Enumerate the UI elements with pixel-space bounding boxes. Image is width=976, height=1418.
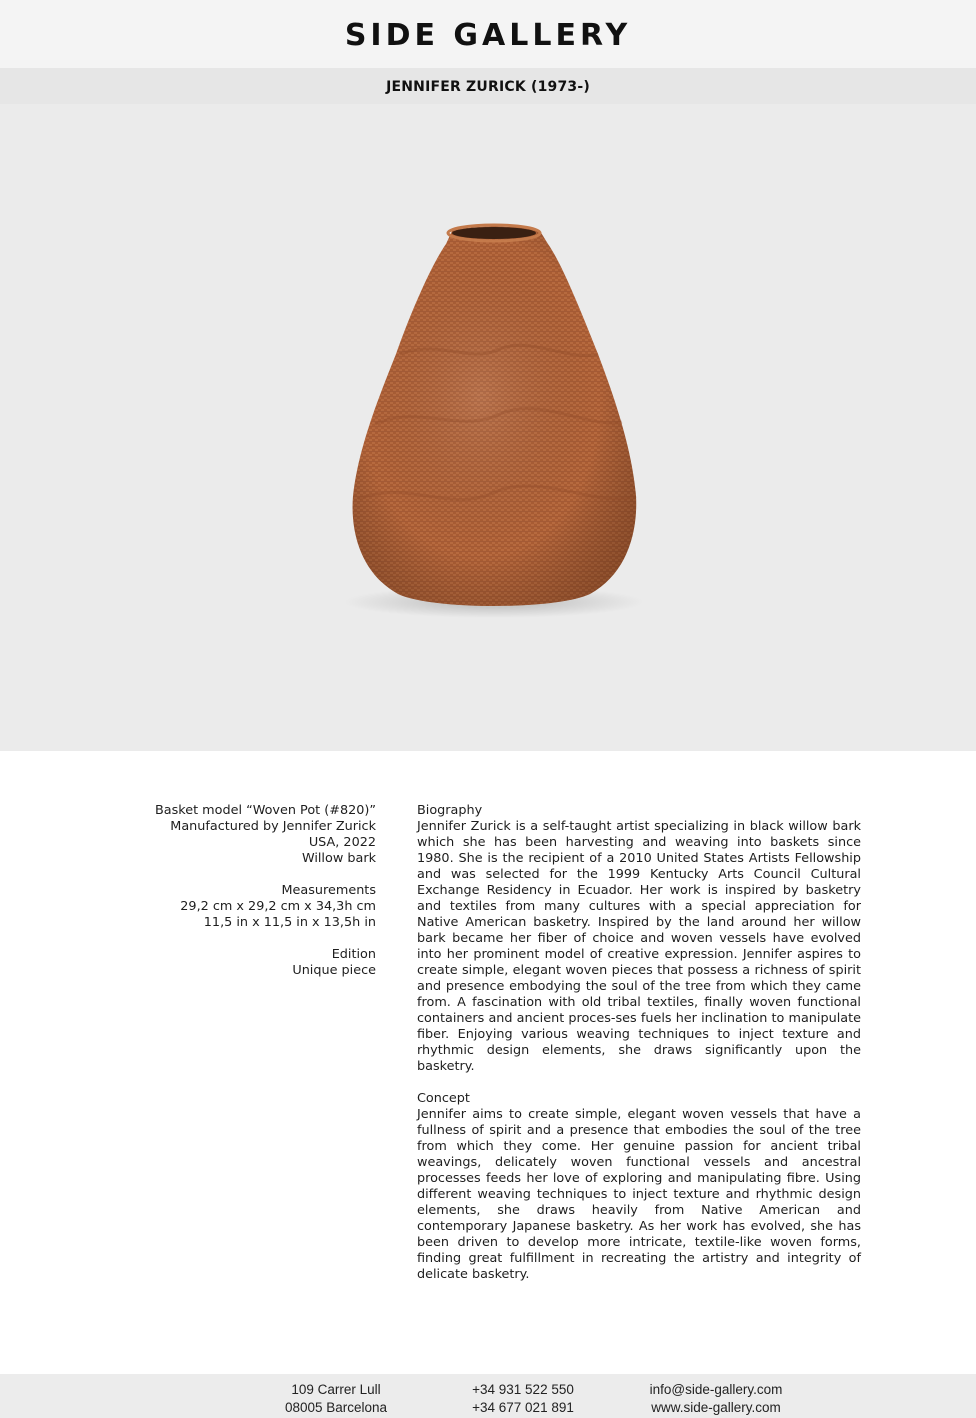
model-name: Basket model “Woven Pot (#820)” <box>154 803 376 818</box>
footer-bar <box>0 1374 976 1418</box>
concept-text: Jennifer aims to create simple, elegant woven vessels that have a fullness of spirit and a presence that embodies the soul of the tree from which they come. Her genuine passion for ancient tribal weavings, delicately woven functional vessels and ancestral processes feeds her love of exploring and manipulating fibre. Using different weaving techniques to inject texture and rhythmic design elements, she draws heavily from Native American and contemporary Japanese basketry. As her work has evolved, she has been driven to develop more intricate, textile-like woven forms, finding great fulfillment in recreating the artistry and integrity of delicate basketry. <box>417 1107 861 1282</box>
measurements-imperial: 11,5 in x 11,5 in x 13,5h in <box>203 915 376 930</box>
footer-contact <box>638 1381 794 1417</box>
footer-phones <box>458 1381 588 1417</box>
material: Willow bark <box>301 851 376 866</box>
edition-value: Unique piece <box>292 963 376 978</box>
phone-1[interactable]: +34 931 522 550 <box>472 1382 574 1397</box>
measurements-metric: 29,2 cm x 29,2 cm x 34,3h cm <box>180 899 376 914</box>
measurements-title: Measurements <box>281 883 376 898</box>
concept-title: Concept <box>417 1091 470 1106</box>
manufacturer: Manufactured by Jennifer Zurick <box>170 819 376 834</box>
footer-address <box>272 1381 400 1417</box>
description-column <box>417 803 861 1283</box>
gallery-logo: SIDE GALLERY <box>344 17 632 53</box>
biography-text: Jennifer Zurick is a self-taught artist specializing in black willow bark which she has been harvesting and weaving into baskets since 1980. She is the recipient of a 2010 United States Artists Fellowship and was selected for the 1999 Kentucky Arts Council Cultural Exchange Residency in Ecuador. Her work is inspired by basketry and textiles from many cultures with a special appreciation for Native American basketry. Inspired by the land around her willow bark became her fiber of choice and woven vessels have evolved into her prominent model of creative expression. Jennifer aspires to create simple, elegant woven pieces that possess a richness of spirit and presence embodying the soul of the tree from which they came from. A fascination with old tribal textiles, finally woven functional containers and ancient proces-ses fuels her inclination to manipulate fiber. Enjoying various weaving techniques to inject texture and rhythmic design elements, she draws significantly upon the basketry. <box>417 819 861 1074</box>
edition-title: Edition <box>331 947 376 962</box>
address-city: 08005 Barcelona <box>284 1400 388 1415</box>
phone-2[interactable]: +34 677 021 891 <box>472 1400 574 1415</box>
email-link[interactable]: info@side-gallery.com <box>649 1382 783 1397</box>
artist-name: JENNIFER ZURICK (1973-) <box>386 79 590 95</box>
website-link[interactable]: www.side-gallery.com <box>651 1400 781 1415</box>
origin-year: USA, 2022 <box>308 835 376 850</box>
product-photo <box>0 104 976 751</box>
woven-basket-image <box>0 104 976 751</box>
artwork-details <box>100 803 376 979</box>
header-bar <box>0 0 976 68</box>
artist-bar <box>0 68 976 104</box>
address-street: 109 Carrer Lull <box>291 1382 381 1397</box>
biography-title: Biography <box>417 803 483 818</box>
